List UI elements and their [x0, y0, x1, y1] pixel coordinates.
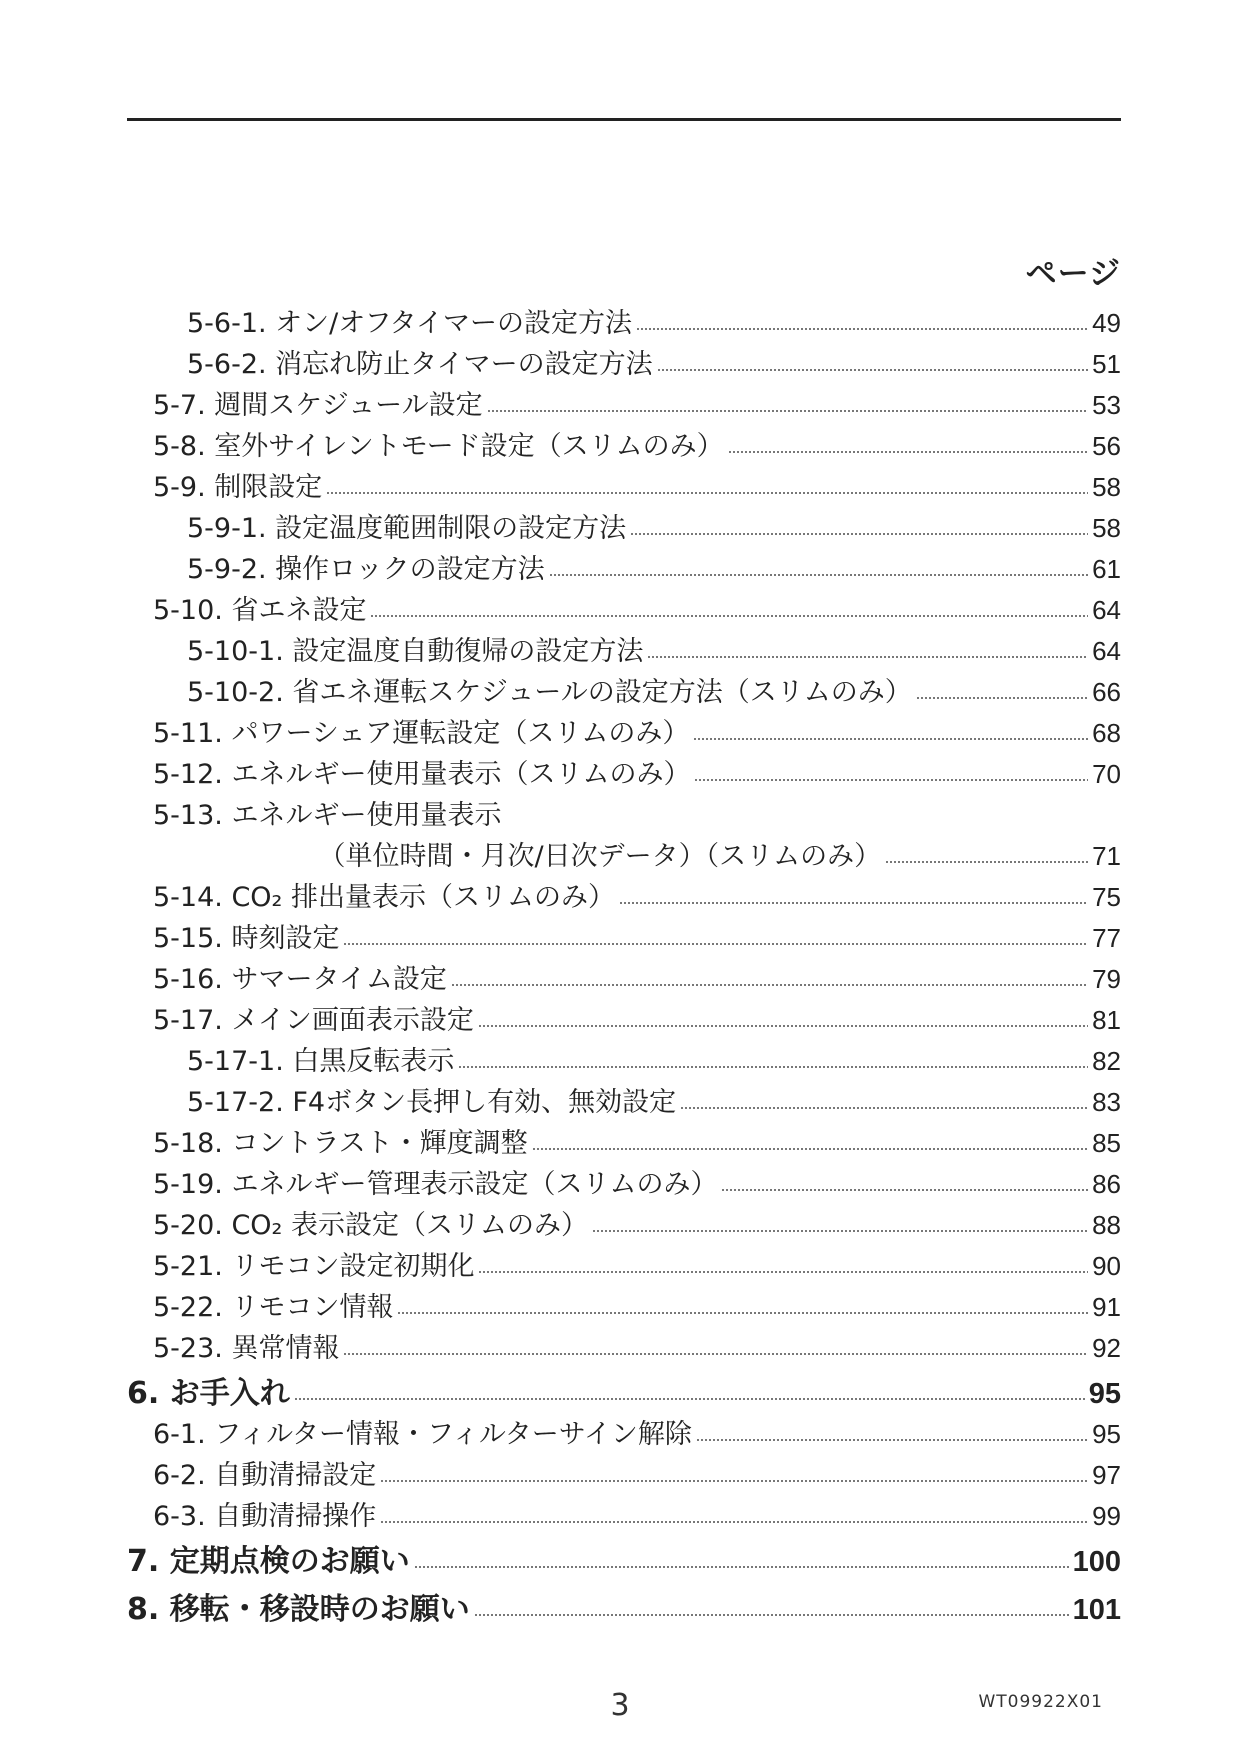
toc-entry-page: 51 — [1092, 349, 1121, 379]
toc-entry-page: 99 — [1092, 1501, 1121, 1531]
toc-entry-page: 86 — [1092, 1169, 1121, 1199]
toc-entry-title: 5-17. メイン画面表示設定 — [153, 1005, 474, 1036]
toc-entry-page: 70 — [1092, 759, 1121, 789]
toc-entry-title: 5-6-2. 消忘れ防止タイマーの設定方法 — [187, 349, 653, 380]
dot-leader — [885, 861, 1088, 863]
toc-entry-page: 100 — [1072, 1546, 1121, 1578]
toc-entry-title: （単位時間・月次/日次データ）（スリムのみ） — [318, 841, 882, 872]
toc-section-row — [127, 426, 1121, 467]
toc-entry-title: 5-9-2. 操作ロックの設定方法 — [187, 554, 545, 585]
toc-entry-title: 5-23. 異常情報 — [153, 1333, 340, 1364]
dot-leader — [696, 1439, 1088, 1441]
page-column-label: ページ — [1025, 256, 1121, 292]
dot-leader — [380, 1521, 1088, 1523]
toc-entry-page: 97 — [1092, 1460, 1121, 1490]
toc-entry-page: 83 — [1092, 1087, 1121, 1117]
toc-entry-page: 64 — [1092, 636, 1121, 666]
dot-leader — [370, 615, 1088, 617]
toc-entry-page: 77 — [1092, 923, 1121, 953]
toc-entry-page: 68 — [1092, 718, 1121, 748]
toc-entry-page: 95 — [1088, 1378, 1121, 1410]
toc-section-row — [127, 508, 1121, 549]
toc-entry-title: 5-9. 制限設定 — [153, 472, 323, 503]
toc-section-row — [127, 1041, 1121, 1082]
dot-leader — [414, 1566, 1069, 1568]
toc-section-row — [127, 1414, 1121, 1455]
toc-entry-page: 79 — [1092, 964, 1121, 994]
toc-entry-page: 85 — [1092, 1128, 1121, 1158]
toc-section-row — [127, 549, 1121, 590]
toc-entry-page: 71 — [1092, 841, 1121, 871]
dot-leader — [619, 902, 1088, 904]
toc-entry-title: 6-3. 自動清掃操作 — [153, 1501, 377, 1532]
dot-leader — [916, 697, 1088, 699]
dot-leader — [380, 1480, 1088, 1482]
toc-entry-page: 92 — [1092, 1333, 1121, 1363]
dot-leader — [657, 369, 1088, 371]
toc-section-row — [127, 918, 1121, 959]
dot-leader — [532, 1148, 1088, 1150]
toc-section-row — [127, 877, 1121, 918]
dot-leader — [478, 1025, 1088, 1027]
toc-entry-title: 7. 定期点検のお願い — [127, 1544, 410, 1579]
toc-entry-page: 90 — [1092, 1251, 1121, 1281]
toc-entry-page: 61 — [1092, 554, 1121, 584]
toc-section-row — [127, 467, 1121, 508]
toc-section-row — [127, 631, 1121, 672]
toc-section-row — [127, 344, 1121, 385]
toc-entry-title: 6-1. フィルター情報・フィルターサイン解除 — [153, 1419, 692, 1450]
toc-section-row — [127, 836, 1121, 877]
toc-entry-title: 5-16. サマータイム設定 — [153, 964, 447, 995]
toc-entry-title: 5-14. CO₂ 排出量表示（スリムのみ） — [153, 882, 615, 913]
toc-section-row — [127, 1082, 1121, 1123]
dot-leader — [474, 1614, 1069, 1616]
toc-entry-title: 5-13. エネルギー使用量表示 — [153, 800, 502, 831]
toc-section-row — [127, 1205, 1121, 1246]
dot-leader — [630, 533, 1088, 535]
toc-entry-page: 53 — [1092, 390, 1121, 420]
toc-entry-title: 5-12. エネルギー使用量表示（スリムのみ） — [153, 759, 691, 790]
toc-section-row — [127, 1123, 1121, 1164]
toc-section-row — [127, 754, 1121, 795]
toc-entry-page: 58 — [1092, 472, 1121, 502]
dot-leader — [647, 656, 1088, 658]
toc-section-row — [127, 713, 1121, 754]
toc-section-row — [127, 795, 1121, 836]
toc-entry-title: 5-10. 省エネ設定 — [153, 595, 367, 626]
toc-entry-title: 5-17-1. 白黒反転表示 — [187, 1046, 455, 1077]
dot-leader — [451, 984, 1088, 986]
toc-entry-page: 88 — [1092, 1210, 1121, 1240]
dot-leader — [294, 1398, 1085, 1400]
toc-chapter-row — [127, 1539, 1121, 1585]
toc-entry-title: 5-11. パワーシェア運転設定（スリムのみ） — [153, 718, 690, 749]
toc-entry-title: 5-10-1. 設定温度自動復帰の設定方法 — [187, 636, 644, 667]
toc-entry-page: 49 — [1092, 308, 1121, 338]
toc-entry-title: 5-20. CO₂ 表示設定（スリムのみ） — [153, 1210, 588, 1241]
toc-entry-title: 5-8. 室外サイレントモード設定（スリムのみ） — [153, 431, 724, 462]
dot-leader — [728, 451, 1088, 453]
toc-entry-title: 5-9-1. 設定温度範囲制限の設定方法 — [187, 513, 627, 544]
toc-entry-page: 81 — [1092, 1005, 1121, 1035]
toc-entry-title: 5-10-2. 省エネ運転スケジュールの設定方法（スリムのみ） — [187, 677, 912, 708]
toc-entry-page: 95 — [1092, 1419, 1121, 1449]
toc-section-row — [127, 1496, 1121, 1537]
toc-entry-title: 5-6-1. オン/オフタイマーの設定方法 — [187, 308, 633, 339]
toc-section-row — [127, 303, 1121, 344]
toc-entry-title: 6. お手入れ — [127, 1376, 290, 1411]
toc-entry-title: 5-19. エネルギー管理表示設定（スリムのみ） — [153, 1169, 718, 1200]
document-code: WT09922X01 — [978, 1692, 1103, 1712]
toc-entry-title: 5-7. 週間スケジュール設定 — [153, 390, 483, 421]
toc-section-row — [127, 672, 1121, 713]
dot-leader — [693, 738, 1088, 740]
dot-leader — [592, 1230, 1088, 1232]
toc-section-row — [127, 959, 1121, 1000]
toc-section-row — [127, 1164, 1121, 1205]
toc-entry-page: 66 — [1092, 677, 1121, 707]
dot-leader — [549, 574, 1088, 576]
page-number: 3 — [610, 1688, 630, 1723]
toc-entry-page: 75 — [1092, 882, 1121, 912]
toc-entry-page: 91 — [1092, 1292, 1121, 1322]
toc-section-row — [127, 1246, 1121, 1287]
toc-entry-page: 64 — [1092, 595, 1121, 625]
dot-leader — [694, 779, 1088, 781]
toc-entry-title: 5-15. 時刻設定 — [153, 923, 340, 954]
toc-section-row — [127, 1287, 1121, 1328]
dot-leader — [326, 492, 1088, 494]
toc-entry-title: 5-18. コントラスト・輝度調整 — [153, 1128, 528, 1159]
toc-entry-page: 82 — [1092, 1046, 1121, 1076]
toc-section-row — [127, 385, 1121, 426]
dot-leader — [487, 410, 1088, 412]
dot-leader — [721, 1189, 1088, 1191]
toc-entry-page: 101 — [1072, 1594, 1121, 1626]
toc-entry-title: 6-2. 自動清掃設定 — [153, 1460, 377, 1491]
toc-chapter-row — [127, 1371, 1121, 1417]
toc-entry-title: 5-22. リモコン情報 — [153, 1292, 394, 1323]
toc-entry-title: 5-17-2. F4ボタン長押し有効、無効設定 — [187, 1087, 677, 1118]
toc-section-row — [127, 1000, 1121, 1041]
toc-section-row — [127, 1455, 1121, 1496]
toc-chapter-row — [127, 1587, 1121, 1633]
toc-section-row — [127, 1328, 1121, 1369]
dot-leader — [397, 1312, 1088, 1314]
toc-entry-title: 8. 移転・移設時のお願い — [127, 1592, 470, 1627]
header-rule — [127, 118, 1121, 121]
toc-entry-page: 56 — [1092, 431, 1121, 461]
dot-leader — [458, 1066, 1088, 1068]
dot-leader — [680, 1107, 1088, 1109]
toc-entry-page: 58 — [1092, 513, 1121, 543]
dot-leader — [343, 943, 1088, 945]
toc-section-row — [127, 590, 1121, 631]
dot-leader — [343, 1353, 1088, 1355]
dot-leader — [478, 1271, 1088, 1273]
dot-leader — [636, 328, 1088, 330]
toc-entry-title: 5-21. リモコン設定初期化 — [153, 1251, 475, 1282]
